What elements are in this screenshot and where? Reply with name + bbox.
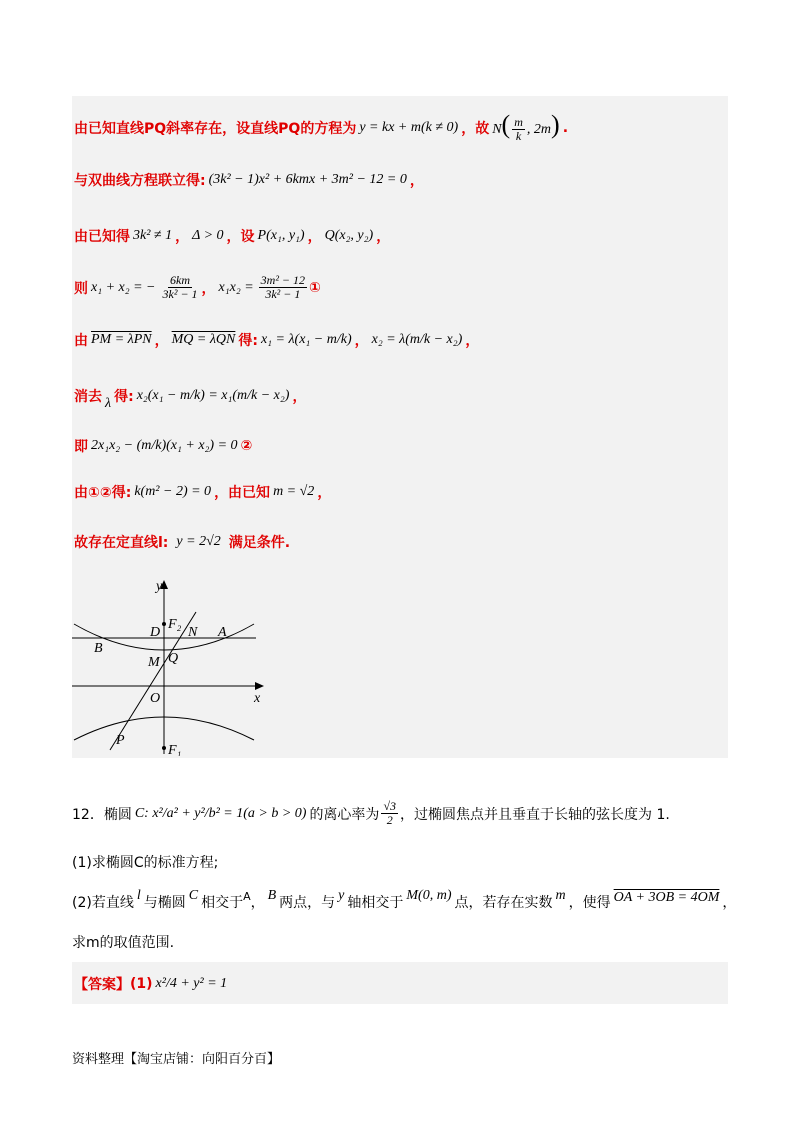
question-1-text: (1)求椭圆C的标准方程; — [72, 855, 219, 871]
line-8-text: 由①②得: — [74, 485, 132, 501]
line-2-end: ， — [409, 173, 424, 189]
line-5-get: 得: — [238, 333, 258, 349]
x-axis-arrow — [255, 682, 264, 690]
line-8-mid: ，由已知 — [214, 485, 271, 501]
q2-l: l — [136, 888, 141, 903]
lambda-symbol: λ — [105, 396, 112, 411]
answer-bar — [72, 962, 728, 1004]
q2-b: 与椭圆 — [143, 895, 186, 911]
O-label: O — [150, 691, 161, 706]
problem-12-stem — [72, 800, 670, 827]
q2-C: C — [188, 888, 199, 903]
q2-e: 两点，与 — [279, 895, 336, 911]
line-6-math: x₂(x₁ − m/k) = x₁(m/k − x₂) — [136, 388, 290, 403]
line-6 — [74, 386, 307, 411]
q2-g: 点，若存在实数 — [454, 895, 553, 911]
solution-block — [72, 96, 728, 758]
answer-line — [74, 974, 230, 994]
P-label: P — [116, 733, 125, 748]
focus-F1-point — [162, 746, 166, 750]
focus-F2-point — [162, 622, 166, 626]
eccentricity-frac — [381, 800, 398, 827]
N-rest: , 2m — [526, 122, 552, 137]
line-7 — [74, 436, 252, 456]
line-1 — [74, 112, 568, 143]
q2-a: (2)若直线 — [72, 895, 134, 911]
q2-d: ， — [250, 895, 265, 911]
line-9 — [74, 532, 290, 552]
Q-label: Q — [168, 651, 179, 666]
line-eq-math: y = kx + m(k ≠ 0) — [359, 119, 459, 135]
frac2-den: 3k² − 1 — [265, 287, 301, 301]
line-4-comma: ， — [201, 280, 216, 297]
line-4-frac1 — [161, 274, 200, 301]
line-3-math1: 3k² ≠ 1 — [133, 228, 173, 243]
line-3-set: ，设 — [226, 229, 255, 245]
line-3-comma2: ， — [307, 229, 322, 245]
question-1 — [72, 852, 218, 872]
q2-y: y — [338, 888, 345, 903]
vector-eq-2: MQ = λQN — [171, 332, 236, 347]
problem-rest: ，过椭圆焦点并且垂直于长轴的弦长度为 1. — [400, 806, 670, 823]
line-4 — [74, 274, 321, 301]
line-4-lhs1: x₁ + x₂ = − — [91, 279, 156, 295]
point-N: N( $\frac{m}{k}$ , 2m) — [492, 110, 560, 144]
ellipse-equation: C: x²/a² + y²/b² = 1(a > b > 0) — [134, 805, 307, 821]
problem-number: 12．椭圆 — [72, 806, 132, 823]
line-5-end: ， — [465, 333, 480, 349]
frac1-den: 3k² − 1 — [162, 287, 198, 301]
line-8 — [74, 482, 331, 502]
line-8-math2: m = √2 — [273, 484, 315, 499]
line-7-text: 即 — [74, 439, 88, 455]
line-3-comma: ， — [175, 229, 190, 245]
line-5-text: 由 — [74, 333, 88, 349]
q2-h: ，使得 — [568, 895, 611, 911]
question-2 — [72, 888, 737, 912]
line-2-text: 与双曲线方程联立得: — [74, 173, 206, 189]
line-5-comma: ， — [154, 333, 169, 349]
q2-B: B — [267, 888, 277, 903]
N-frac-num: m — [514, 115, 523, 130]
answer-part: (1) — [130, 976, 153, 992]
q2-f: 轴相交于 — [347, 895, 404, 911]
line-5-math1: x₁ = λ(x₁ − m/k) — [260, 332, 352, 347]
answer-label: 【答案】 — [74, 977, 130, 993]
N-label: N — [492, 122, 502, 137]
line-3-math4: Q(x₂, y₂) — [324, 228, 374, 243]
frac1-num: 6km — [170, 273, 191, 287]
ecc-den: 2 — [386, 813, 393, 827]
D-label: D — [150, 625, 161, 640]
question-2-last: 求m的取值范围. — [72, 935, 175, 951]
line-3-math3: P(x₁, y₁) — [257, 228, 305, 243]
M-label: M — [148, 655, 160, 670]
line-1-end: . — [562, 119, 569, 136]
N-label: N — [188, 625, 198, 640]
line-4-frac2 — [259, 274, 307, 301]
question-2-cont — [72, 932, 174, 952]
line-8-math1: k(m² − 2) = 0 — [134, 484, 212, 499]
vector-eq-1: PM = λPN — [91, 332, 152, 347]
line-3-text: 由已知得 — [74, 229, 130, 245]
line-6-get: 得: — [114, 389, 134, 405]
hyperbola-figure — [72, 576, 272, 756]
footer: 资料整理【淘宝店铺：向阳百分百】 — [72, 1052, 281, 1067]
line-3 — [74, 226, 390, 246]
line-3-math2: Δ > 0 — [192, 228, 224, 243]
q2-A: A — [243, 889, 251, 903]
y-label: y — [156, 579, 163, 594]
line-7-math: 2x₁x₂ − (m/k)(x₁ + x₂) = 0 — [91, 438, 238, 453]
line-1-mid: ，故 — [461, 120, 490, 137]
line-3-end: ， — [376, 229, 391, 245]
B-label: B — [94, 641, 103, 656]
line-2-math: (3k² − 1)x² + 6kmx + 3m² − 12 = 0 — [208, 172, 407, 187]
line-1-text: 由已知直线PQ斜率存在，设直线PQ的方程为 — [74, 120, 357, 137]
F1-label: F₁ — [168, 743, 182, 756]
line-9-text: 故存在定直线l: — [74, 535, 169, 551]
A-label: A — [218, 625, 227, 640]
line-4-lhs2: x₁x₂ = — [218, 279, 254, 295]
line-9-end: 满足条件. — [228, 535, 291, 551]
line-9-math: y = 2√2 — [176, 534, 221, 549]
line-5-comma2: ， — [354, 333, 369, 349]
line-8-end: ， — [317, 485, 332, 501]
line-5 — [74, 330, 479, 350]
ecc-num: √3 — [383, 799, 397, 813]
frac2-num: 3m² − 12 — [260, 273, 306, 287]
F2-label: F₂ — [168, 617, 182, 632]
marker-2: ② — [240, 438, 253, 454]
x-label: x — [254, 691, 261, 706]
line-6-text: 消去 — [74, 389, 102, 405]
q2-m: m — [555, 888, 566, 903]
N-frac-den: k — [515, 129, 522, 144]
q2-i: ， — [722, 895, 737, 911]
line-4-text: 则 — [74, 280, 88, 297]
q2-c: 相交于 — [201, 895, 244, 911]
line-5-math2: x₂ = λ(m/k − x₂) — [371, 332, 463, 347]
q2-M: M(0, m) — [406, 888, 452, 903]
answer-equation: x²/4 + y² = 1 — [155, 976, 228, 991]
q2-vector-eq: OA + 3OB = 4OM — [613, 890, 720, 905]
line-6-end: ， — [292, 389, 307, 405]
line-2 — [74, 170, 424, 190]
N-frac — [512, 116, 525, 143]
marker-1: ① — [309, 279, 321, 296]
eccentricity-text: 的离心率为 — [309, 806, 380, 823]
